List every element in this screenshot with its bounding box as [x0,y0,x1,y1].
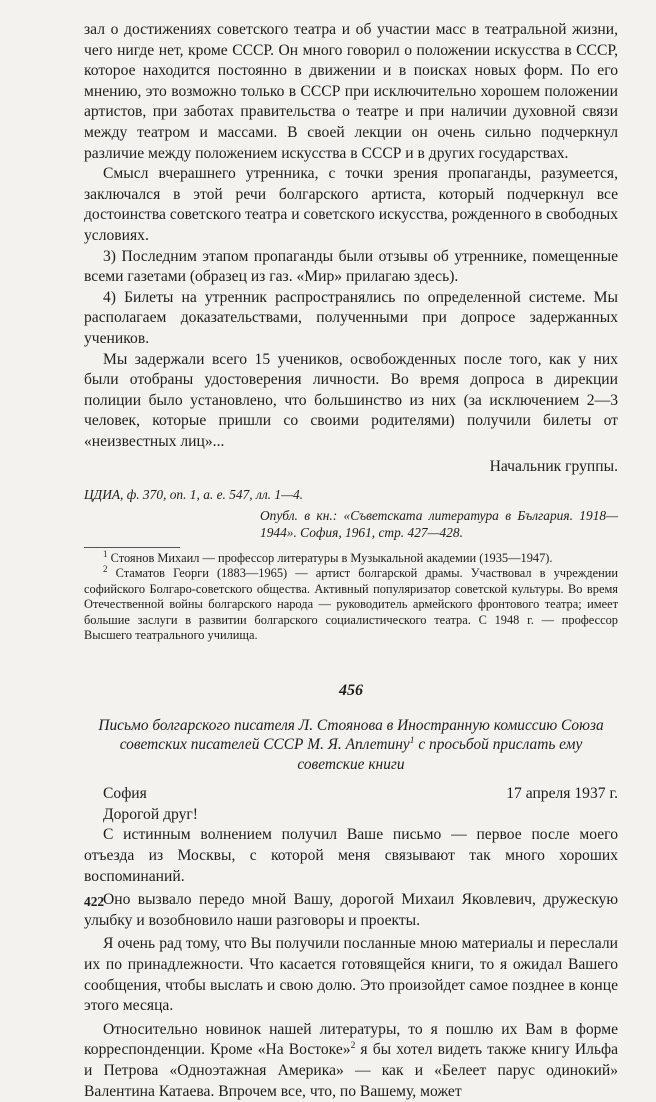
footnote-mark: 1 [409,735,415,746]
letter-paragraph: С истинным волнением получил Ваше письмо — первое после моего отъезда из Москвы, с которой меня связывают так много хороших воспоминаний. [84,826,618,885]
document-title-part: Письмо болгарского писателя Л. Стоянова в Иностранную комиссию Союза советских писателей СССР М. Я. Аплетину [98,716,604,754]
footnote-mark: 1 [103,548,108,559]
letter-header [84,784,618,805]
body-paragraph: Смысл вчерашнего утренника, с точки зрения пропаганды, разумеется, заключался в этой речи болгарского артиста, который подчеркнул все достоинства советского театра и советского искусства, рожденного в свободных условиях. [84,165,618,244]
footnote-text: Стаматов Георги (1883—1965) — артист болгарской драмы. Участвовал в учреждении софийского Болгаро-советского общества. Активный популяризатор советской культуры. Во время Отечественной войны болгарского народа — руководитель армейского фронтового театра; имеет большие заслуги в развитии болгарского социалистического театра. С 1948 г. — профессор Высшего театрального училища. [84,566,618,643]
document-title [84,716,618,775]
page-number: 422 [84,894,105,909]
letter-text: я бы хотел видеть также книгу Ильфа и Петрова «Одноэтажная Америка» — как и «Белеет парус одинокий» Валентина Катаева. Впрочем все, что, по Вашему, может [84,1041,618,1100]
document-number: 456 [339,681,363,699]
footnote [84,548,618,566]
letter-paragraph [84,1020,618,1102]
signature: Начальник группы. [489,458,618,476]
letter-paragraph: Я очень рад тому, что Вы получили посланные мною материалы и переслали их по принадлежности. Что касается готовящейся книги, то я ожидал Вашего сообщения, чтобы выслать и свою долю. Это произойдет самое позднее в конце этого месяца. [84,935,618,1015]
letter-paragraph: Оно вызвало передо мной Вашу, дорогой Михаил Яковлевич, дружескую улыбку и возобновило наши разговоры и проекты. [84,891,618,929]
publication-reference: Опубл. в кн.: «Съветската литература в България. 1918—1944». София, 1961, стр. 427—428. [260,508,618,541]
body-paragraph: 4) Билеты на утренник распространялись по определенной системе. Мы располагаем доказательствами, полученными при допросе задержанных учеников. [84,288,618,347]
body-paragraph: Мы задержали всего 15 учеников, освобожденных после того, как у них были отобраны удостоверения личности. Во время допроса в дирекции полиции было установлено, что большинство из них (за исключением 2—3 человек, которые пришли со своими родителями) получили билеты от «неизвестных лиц»... [84,350,618,450]
footnote-mark: 2 [350,1041,356,1052]
body-paragraph: 3) Последним этапом пропаганды были отзывы об утреннике, помещенные всеми газетами (образец из газ. «Мир» прилагаю здесь). [84,247,618,286]
footnote [84,566,618,643]
letter-place: София [103,785,147,803]
body-paragraph: зал о достижениях советского театра и об участии масс в театральной жизни, чего нигде нет, кроме СССР. Он много говорил о положении искусства в СССР, которое находится постоянно в движении и в поисках новых форм. По его мнению, это возможно только в СССР при исключительно хорошем положении артистов, при заботах правительства о театре и при наличии духовной связи между театром и массами. В своей лекции он очень сильно подчеркнул различие между положением искусства в СССР и в других государствах. [84,21,618,162]
letter-date: 17 апреля 1937 г. [506,785,618,803]
footnote-divider [84,547,180,548]
footnote-text: Стоянов Михаил — профессор литературы в Музыкальной академии (1935—1947). [110,551,553,566]
document-title-part: с просьбой прислать ему советские книги [297,736,583,773]
letter-salutation: Дорогой друг! [103,805,198,823]
letter-text: Относительно новинок нашей литературы, то я пошлю их Вам в форме корреспонденции. Кроме «На Востоке» [84,1020,618,1059]
footnote-mark: 2 [103,564,108,575]
page-content [84,20,618,1102]
archive-reference: ЦДИА, ф. 370, оп. 1, а. е. 547, лл. 1—4. [84,487,304,503]
